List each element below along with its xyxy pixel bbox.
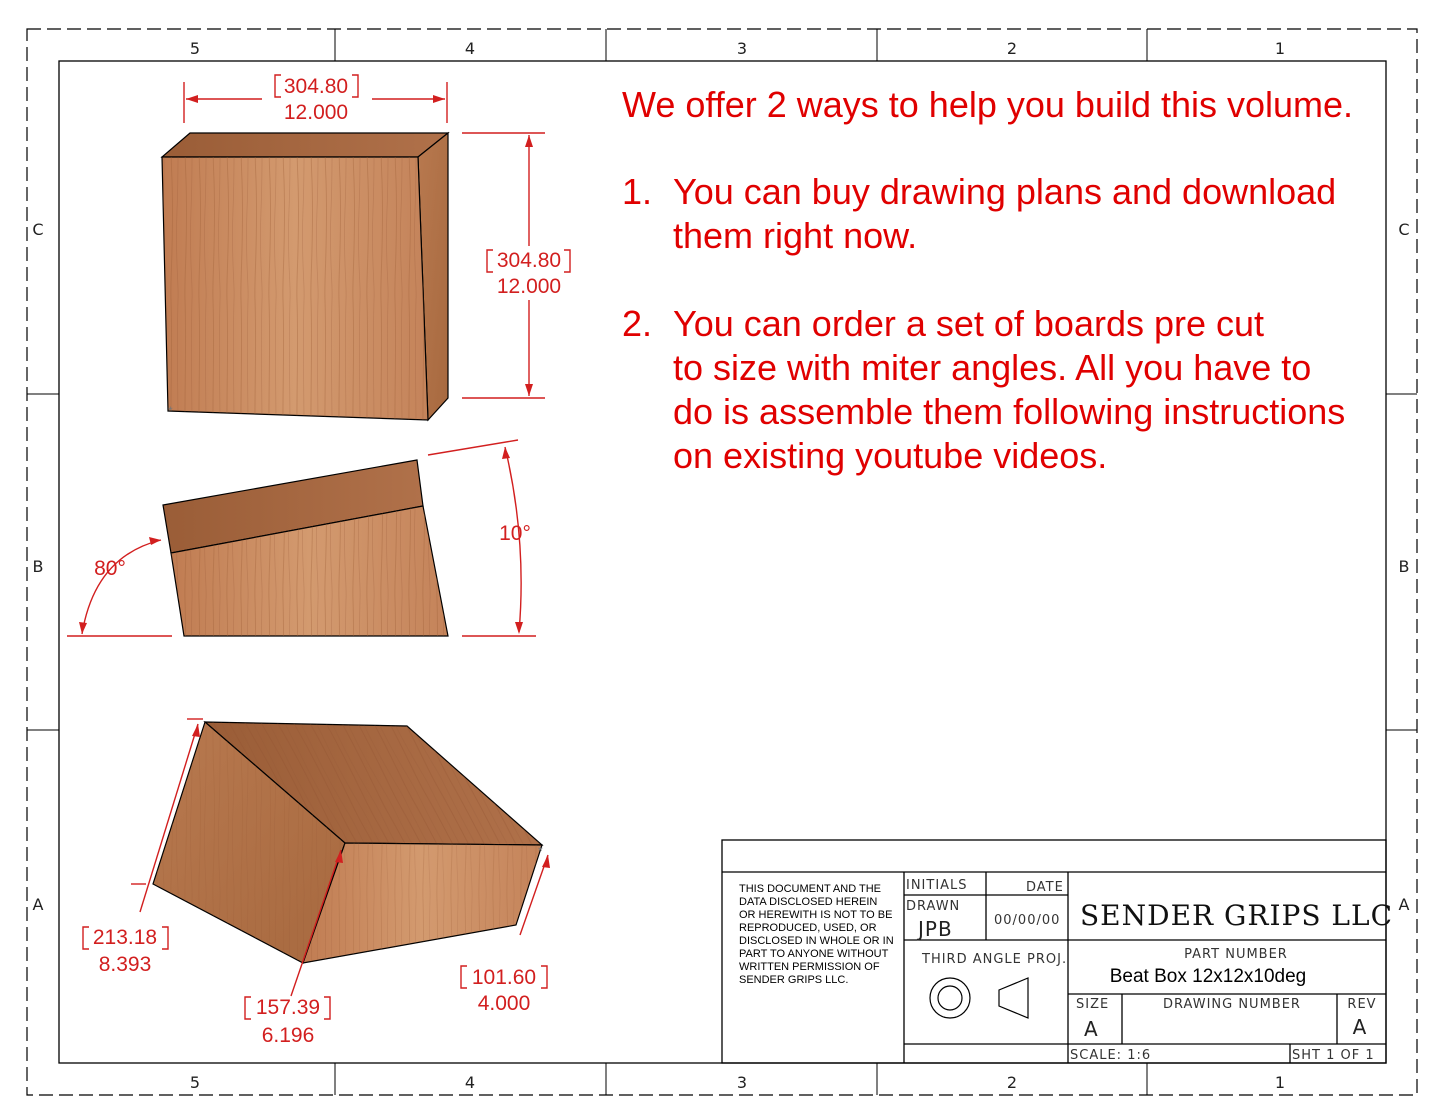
zone-col-label: 4 [464, 1073, 476, 1092]
zone-row-label: C [1398, 220, 1410, 239]
dim-top-height-in: 12.000 [496, 275, 562, 298]
iso-view [153, 722, 543, 963]
disclaimer-line: SENDER GRIPS LLC. [739, 974, 849, 986]
offer-note [622, 84, 1353, 476]
size-label: SIZE [1076, 997, 1110, 1012]
zone-row-label: C [32, 220, 44, 239]
dim-iso-right-in: 4.000 [477, 992, 531, 1015]
zone-col-label: 5 [189, 39, 201, 58]
dim-iso-left-in: 8.393 [98, 953, 152, 976]
zone-col-label: 1 [1274, 1073, 1286, 1092]
rev-value: A [1352, 1015, 1368, 1039]
disclaimer-line: DATA DISCLOSED HEREIN [739, 896, 878, 908]
part-number-label: PART NUMBER [1184, 947, 1288, 962]
note-heading: We offer 2 ways to help you build this volume. [622, 84, 1354, 125]
note-item2-line4: on existing youtube videos. [673, 435, 1108, 476]
note-item1-line1: You can buy drawing plans and download [673, 171, 1337, 212]
disclaimer-line: DISCLOSED IN WHOLE OR IN [739, 935, 894, 947]
drawing-number-label: DRAWING NUMBER [1163, 997, 1301, 1012]
zone-col-label: 2 [1006, 39, 1018, 58]
zone-row-label: A [32, 895, 44, 914]
dim-top-width-mm: 304.80 [283, 75, 349, 98]
dim-angle-right: 10° [499, 522, 531, 545]
disclaimer-line: PART TO ANYONE WITHOUT [739, 948, 889, 960]
date-label: DATE [1026, 880, 1064, 895]
zone-row-label: B [1398, 557, 1410, 576]
rev-label: REV [1347, 997, 1377, 1012]
size-value: A [1084, 1017, 1099, 1041]
projection-label: THIRD ANGLE PROJ. [922, 952, 1068, 967]
side-view [163, 460, 448, 636]
box-top-face [162, 133, 448, 157]
zone-col-label: 3 [736, 1073, 748, 1092]
note-item2-line3: do is assemble them following instructions [673, 391, 1346, 432]
zone-col-label: 3 [736, 39, 748, 58]
dim-iso-right-mm: 101.60 [471, 966, 537, 989]
front-view [162, 133, 448, 420]
dim-iso-bottom-mm: 157.39 [255, 996, 321, 1019]
zone-col-label: 5 [189, 1073, 201, 1092]
note-item2-number: 2. [622, 303, 653, 344]
note-item1-line2: them right now. [673, 215, 918, 256]
zone-col-label: 2 [1006, 1073, 1018, 1092]
sheet-label: SHT 1 OF 1 [1292, 1048, 1375, 1063]
dim-top-width-in: 12.000 [283, 101, 349, 124]
dim-angle-left: 80° [94, 557, 126, 580]
zone-row-label: B [32, 557, 44, 576]
note-item2-line1: You can order a set of boards pre cut [673, 303, 1265, 344]
disclaimer-line: OR HEREWITH IS NOT TO BE [739, 909, 893, 921]
company-name: SENDER GRIPS LLC [1080, 899, 1394, 932]
drawn-label: DRAWN [906, 899, 961, 914]
dim-iso-left-mm: 213.18 [92, 926, 158, 949]
corner-marker: * [538, 844, 543, 858]
note-item1-number: 1. [622, 171, 653, 212]
disclaimer-line: REPRODUCED, USED, OR [739, 922, 877, 934]
zone-row-label: A [1398, 895, 1410, 914]
scale-label: SCALE: 1:6 [1070, 1048, 1152, 1063]
drawn-initials: JPB [918, 917, 953, 941]
drawn-date: 00/00/00 [994, 913, 1061, 928]
third-angle-projection-icon [930, 978, 1028, 1018]
dim-iso-bottom-in: 6.196 [261, 1024, 315, 1047]
initials-label: INITIALS [906, 878, 968, 893]
disclaimer-line: THIS DOCUMENT AND THE [739, 883, 881, 895]
part-number: Beat Box 12x12x10deg [1109, 966, 1307, 987]
zone-col-label: 1 [1274, 39, 1286, 58]
disclaimer-line: WRITTEN PERMISSION OF [739, 961, 880, 973]
title-block [722, 840, 1393, 1063]
note-item2-line2: to size with miter angles. All you have to [673, 347, 1312, 388]
dim-top-height-mm: 304.80 [496, 249, 562, 272]
zone-col-label: 4 [464, 39, 476, 58]
corner-marker: * [168, 404, 173, 418]
